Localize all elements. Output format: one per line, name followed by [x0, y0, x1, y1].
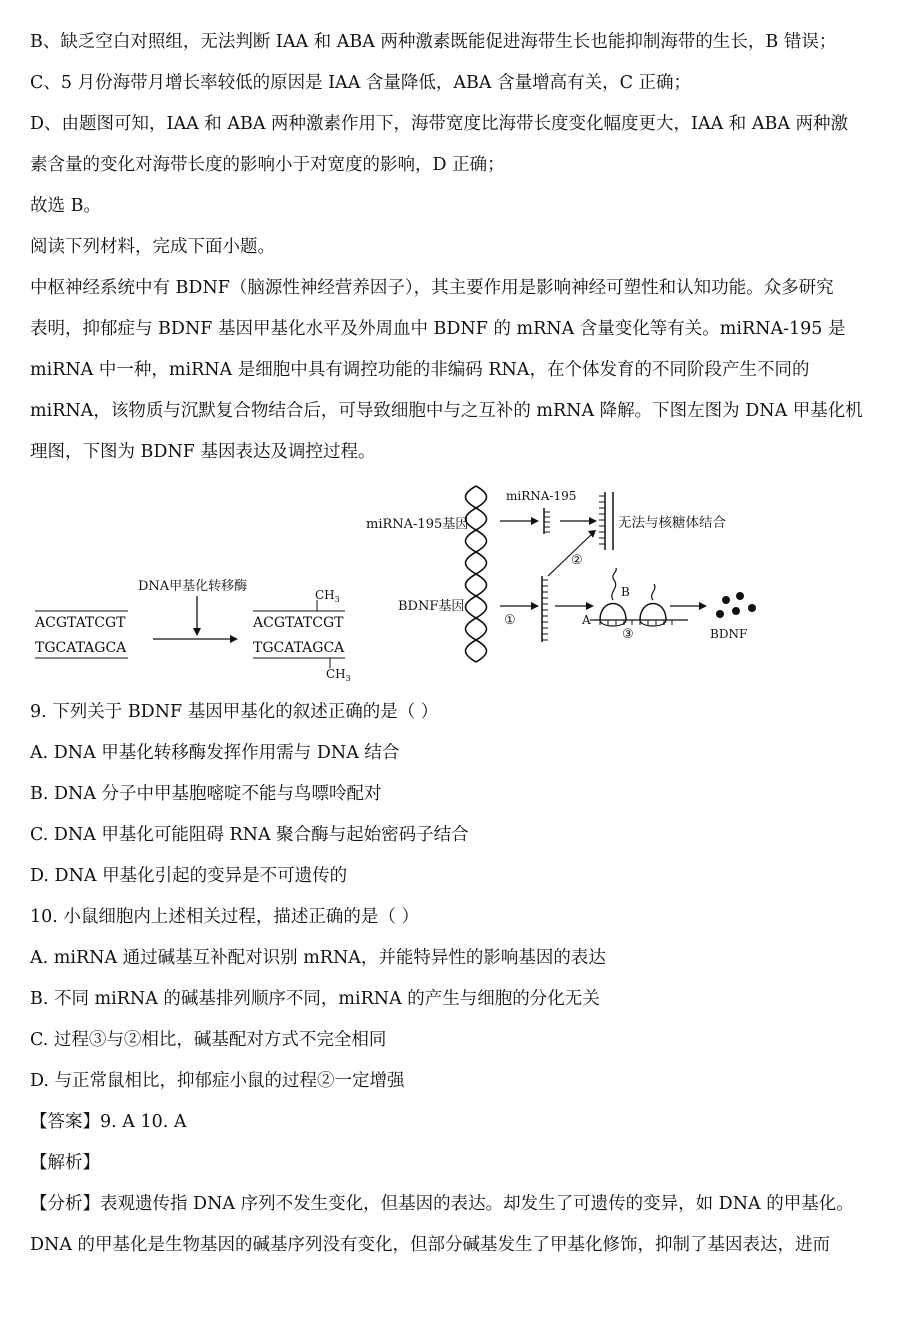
- analysis-label: 【解析】: [30, 1153, 100, 1173]
- bdnf-mrna-strand: [542, 576, 548, 642]
- question-9: 9. 下列关于 BDNF 基因甲基化的叙述正确的是（ ）: [30, 702, 439, 722]
- mirna195-gene-label: miRNA-195基因: [366, 517, 469, 532]
- text-line: B、缺乏空白对照组，无法判断 IAA 和 ABA 两种激素既能促进海带生长也能抑制海带的生长，B 错误；: [30, 32, 837, 52]
- label-b: B: [621, 585, 630, 599]
- label-a: A: [582, 613, 591, 627]
- text-line: 阅读下列材料，完成下面小题。: [30, 237, 275, 257]
- dna-bottom-strand: TGCATAGCA: [35, 640, 127, 656]
- methylated-bottom-strand: TGCATAGCA: [253, 640, 345, 656]
- step-2-label: ②: [571, 553, 583, 568]
- text-line: 故选 B。: [30, 196, 101, 216]
- methyl-group-bottom: $CH_3$: [326, 667, 351, 683]
- question-10-option-b: B. 不同 miRNA 的碱基排列顺序不同，miRNA 的产生与细胞的分化无关: [30, 989, 600, 1009]
- text-line: 表明，抑郁症与 BDNF 基因甲基化水平及外周血中 BDNF 的 mRNA 含量变化等有关。miRNA-195 是: [30, 319, 846, 339]
- reaction-arrowhead: [230, 635, 238, 643]
- analysis-paragraph: DNA 的甲基化是生物基因的碱基序列没有变化，但部分碱基发生了甲基化修饰，抑制了基因表达，进而: [30, 1235, 831, 1255]
- analysis-paragraph: 【分析】表观遗传指 DNA 序列不发生变化，但基因的表达。却发生了可遗传的变异，如 DNA 的甲基化。: [30, 1194, 854, 1214]
- mirna195-strand: [544, 508, 550, 534]
- bdnf-methylation-figure: [20, 478, 880, 688]
- methylation-diagram: [34, 579, 351, 683]
- bdnf-regulation-diagram: [366, 486, 756, 662]
- text-line: miRNA，该物质与沉默复合物结合后，可导致细胞中与之互补的 mRNA 降解。下图左图为 DNA 甲基化机: [30, 401, 863, 421]
- mirna-mrna-complex: [599, 492, 613, 550]
- step-1-label: ①: [504, 613, 516, 628]
- methylated-top-strand: ACGTATCGT: [253, 615, 344, 631]
- bdnf-label: BDNF: [710, 627, 748, 641]
- question-9-option-d: D. DNA 甲基化引起的变异是不可遗传的: [30, 866, 348, 886]
- text-line: 中枢神经系统中有 BDNF（脑源性神经营养因子），其主要作用是影响神经可塑性和认知功能。众多研究: [30, 278, 834, 298]
- question-9-option-a: A. DNA 甲基化转移酶发挥作用需与 DNA 结合: [30, 743, 400, 763]
- text-line: miRNA 中一种，miRNA 是细胞中具有调控功能的非编码 RNA，在个体发育的不同阶段产生不同的: [30, 360, 810, 380]
- transcription-arrowhead: [531, 517, 539, 525]
- ribosome-translation: [590, 568, 688, 626]
- text-line: 理图，下图为 BDNF 基因表达及调控过程。: [30, 442, 376, 462]
- question-10-option-c: C. 过程③与②相比，碱基配对方式不完全相同: [30, 1030, 387, 1050]
- question-10-option-d: D. 与正常鼠相比，抑郁症小鼠的过程②一定增强: [30, 1071, 405, 1091]
- text-line: 素含量的变化对海带长度的影响小于对宽度的影响，D 正确；: [30, 155, 505, 175]
- question-10-option-a: A. miRNA 通过碱基互补配对识别 mRNA，并能特异性的影响基因的表达: [30, 948, 606, 968]
- question-10: 10. 小鼠细胞内上述相关过程，描述正确的是（ ）: [30, 907, 419, 927]
- transcription-arrowhead: [531, 602, 539, 610]
- answer-line: 【答案】9. A 10. A: [30, 1112, 187, 1132]
- mirna195-gene-helix: [466, 486, 487, 574]
- question-9-option-b: B. DNA 分子中甲基胞嘧啶不能与鸟嘌呤配对: [30, 784, 382, 804]
- mirna195-label: miRNA-195: [506, 489, 577, 503]
- no-ribosome-label: 无法与核糖体结合: [618, 515, 726, 531]
- step-3-label: ③: [622, 627, 634, 642]
- bdnf-gene-label: BDNF基因: [398, 599, 465, 614]
- product-arrowhead: [699, 602, 707, 610]
- translation-arrowhead: [586, 602, 594, 610]
- methyl-group-top: $CH_3$: [315, 588, 340, 604]
- bdnf-protein-dots: [716, 592, 756, 618]
- text-line: C、5 月份海带月增长率较低的原因是 IAA 含量降低，ABA 含量增高有关，C 正确；: [30, 73, 692, 93]
- binding-arrowhead: [589, 517, 597, 525]
- enzyme-arrowhead: [193, 628, 201, 636]
- question-9-option-c: C. DNA 甲基化可能阻碍 RNA 聚合酶与起始密码子结合: [30, 825, 469, 845]
- dna-top-strand: ACGTATCGT: [35, 615, 126, 631]
- text-line: D、由题图可知，IAA 和 ABA 两种激素作用下，海带宽度比海带长度变化幅度更大，IAA 和 ABA 两种激: [30, 114, 849, 134]
- bdnf-gene-helix: [466, 574, 487, 662]
- enzyme-label: DNA甲基化转移酶: [138, 579, 248, 594]
